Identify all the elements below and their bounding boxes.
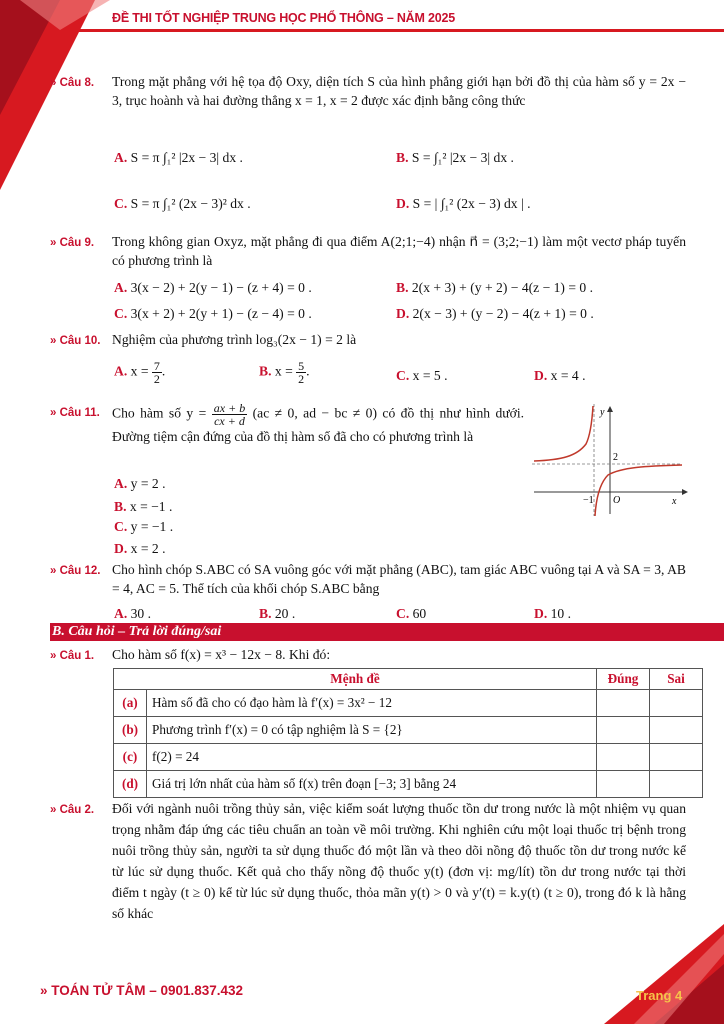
true-false-question-1-text: Cho hàm số f(x) = x³ − 12x − 8. Khi đó: (112, 647, 331, 662)
question-9-option-b[interactable]: B. 2(x + 3) + (y + 2) − 4(z − 1) = 0 . (396, 280, 594, 295)
question-9 (50, 232, 686, 327)
question-11-option-c[interactable]: C. y = −1 . (114, 519, 174, 534)
question-10-option-c[interactable]: C. x = 5 . (396, 368, 448, 383)
true-checkbox-cell[interactable] (597, 717, 650, 744)
row-label: (b) (114, 717, 147, 744)
question-11-label: » Câu 11. (50, 407, 100, 419)
question-11-option-d[interactable]: D. x = 2 . (114, 541, 166, 556)
question-8-option-c[interactable]: C. S = π ∫₁² (2x − 3)² dx . (114, 196, 251, 211)
bottom-right-corner-decoration (594, 924, 724, 1024)
question-10-text: Nghiệm của phương trình log₃(2x − 1) = 2 là (112, 332, 357, 347)
true-false-question-1 (50, 645, 686, 667)
true-false-question-2-text: Đối với ngành nuôi trồng thủy sản, việc kiểm soát lượng thuốc tồn dư trong nước là một nhiệm vụ quan trọng nhằm đáp ứng các tiêu chuẩn an toàn về môi trường. Khi nghiên cứu một loại thuốc trị bệnh trong nuôi trồng thủy sản, người ta sử dụng thuốc đó một lần và theo dõi nồng độ thuốc tồn dư trong nước kể từ lúc sử dụng thuốc. Kết quả cho thấy nồng độ thuốc y(t) (đơn vị: mg/lít) tồn dư trong nước tại thời điểm t ngày (t ≥ 0) kể từ lúc sử dụng thuốc, thỏa mãn y(t) > 0 và y′(t) = k.y(t) (t ≥ 0), trong đó k là hằng số khác (112, 801, 686, 921)
question-8 (50, 72, 686, 222)
y-axis-arrow-icon (607, 406, 613, 412)
page-header-title: ĐỀ THI TỐT NGHIỆP TRUNG HỌC PHỔ THÔNG – NĂM 2025 (112, 11, 455, 25)
true-checkbox-cell[interactable] (597, 771, 650, 798)
question-11-option-b[interactable]: B. x = −1 . (114, 499, 173, 514)
true-checkbox-cell[interactable] (597, 690, 650, 717)
question-12-option-a[interactable]: A. 30 . (114, 606, 152, 621)
header-true: Đúng (597, 669, 650, 690)
question-10 (50, 330, 686, 400)
table-row (114, 744, 703, 771)
table-row (114, 771, 703, 798)
question-10-label: » Câu 10. (50, 335, 101, 347)
graph-x-label: x (672, 496, 677, 507)
true-false-question-2-label: » Câu 2. (50, 804, 95, 816)
false-checkbox-cell[interactable] (650, 690, 703, 717)
x-axis-arrow-icon (682, 489, 688, 495)
question-10-option-d[interactable]: D. x = 4 . (534, 368, 586, 383)
question-12 (50, 560, 686, 620)
row-statement: Hàm số đã cho có đạo hàm là f′(x) = 3x² − 12 (147, 690, 597, 717)
question-12-option-b[interactable]: B. 20 . (259, 606, 296, 621)
question-8-option-d[interactable]: D. S = | ∫₁² (2x − 3) dx | . (396, 196, 531, 211)
true-false-question-2 (50, 798, 686, 928)
question-9-option-a[interactable]: A. 3(x − 2) + 2(y − 1) − (z + 4) = 0 . (114, 280, 312, 295)
question-9-option-c[interactable]: C. 3(x + 2) + 2(y + 1) − (z − 4) = 0 . (114, 306, 312, 321)
graph-tick-y: 2 (613, 452, 618, 463)
question-9-text: Trong không gian Oxyz, mặt phẳng đi qua điểm A(2;1;−4) nhận n⃗ = (3;2;−1) làm một vectơ pháp tuyến có phương trình là (112, 234, 686, 268)
false-checkbox-cell[interactable] (650, 771, 703, 798)
graph-origin-label: O (613, 495, 621, 506)
row-statement: Phương trình f′(x) = 0 có tập nghiệm là S = {2} (147, 717, 597, 744)
row-label: (a) (114, 690, 147, 717)
row-statement: Giá trị lớn nhất của hàm số f(x) trên đoạn [−3; 3] bằng 24 (147, 771, 597, 798)
false-checkbox-cell[interactable] (650, 744, 703, 771)
graph-tick-x: −1 (583, 495, 594, 506)
section-b-title: B. Câu hỏi – Trả lời đúng/sai (50, 623, 724, 641)
table-row (114, 690, 703, 717)
header-statement: Mệnh đề (114, 669, 597, 690)
question-10-option-b[interactable]: B. x = $\frac{5}{2}$ . (259, 359, 310, 386)
question-11-graph (532, 404, 688, 516)
page-number: Trang 4 (636, 988, 683, 1003)
true-checkbox-cell[interactable] (597, 744, 650, 771)
question-8-text: Trong mặt phẳng với hệ tọa độ Oxy, diện tích S của hình phẳng giới hạn bởi đồ thị của hàm số y = 2x − 3, trục hoành và hai đường thẳng x = 1, x = 2 được xác định bằng công thức (112, 74, 686, 108)
footer-brand: » TOÁN TỬ TÂM – 0901.837.432 (40, 983, 244, 998)
table-row (114, 717, 703, 744)
row-label: (d) (114, 771, 147, 798)
question-11 (50, 402, 524, 562)
question-9-option-d[interactable]: D. 2(x − 3) + (y − 2) − 4(z + 1) = 0 . (396, 306, 594, 321)
false-checkbox-cell[interactable] (650, 717, 703, 744)
question-11-text: Cho hàm số y = $\frac{ax + b}{cx + d}$ (ac ≠ 0, ad − bc ≠ 0) có đồ thị như hình dưới. Đường tiệm cận đứng của đồ thị hàm số đã cho có phương trình là (112, 401, 524, 444)
curve-right-branch (595, 465, 682, 516)
graph-y-label: y (600, 407, 605, 418)
question-11-option-a[interactable]: A. y = 2 . (114, 476, 166, 491)
header-false: Sai (650, 669, 703, 690)
row-statement: f(2) = 24 (147, 744, 597, 771)
true-false-table (113, 668, 703, 798)
true-false-question-1-label: » Câu 1. (50, 650, 95, 662)
question-9-label: » Câu 9. (50, 237, 95, 249)
question-12-option-d[interactable]: D. 10 . (534, 606, 572, 621)
table-header-row (114, 669, 703, 690)
row-label: (c) (114, 744, 147, 771)
curve-left-branch (534, 406, 593, 461)
question-12-text: Cho hình chóp S.ABC có SA vuông góc với mặt phẳng (ABC), tam giác ABC vuông tại A và SA = 3, AB = 4, AC = 5. Thể tích của khối chóp S.ABC bằng (112, 562, 686, 596)
question-12-option-c[interactable]: C. 60 (396, 606, 427, 621)
question-10-option-a[interactable]: A. x = $\frac{7}{2}$ . (114, 359, 166, 386)
question-8-option-b[interactable]: B. S = ∫₁² |2x − 3| dx . (396, 150, 514, 165)
header-rule (72, 29, 724, 32)
question-8-label: » Câu 8. (50, 77, 95, 89)
question-8-option-a[interactable]: A. S = π ∫₁² |2x − 3| dx . (114, 150, 243, 165)
question-12-label: » Câu 12. (50, 565, 101, 577)
